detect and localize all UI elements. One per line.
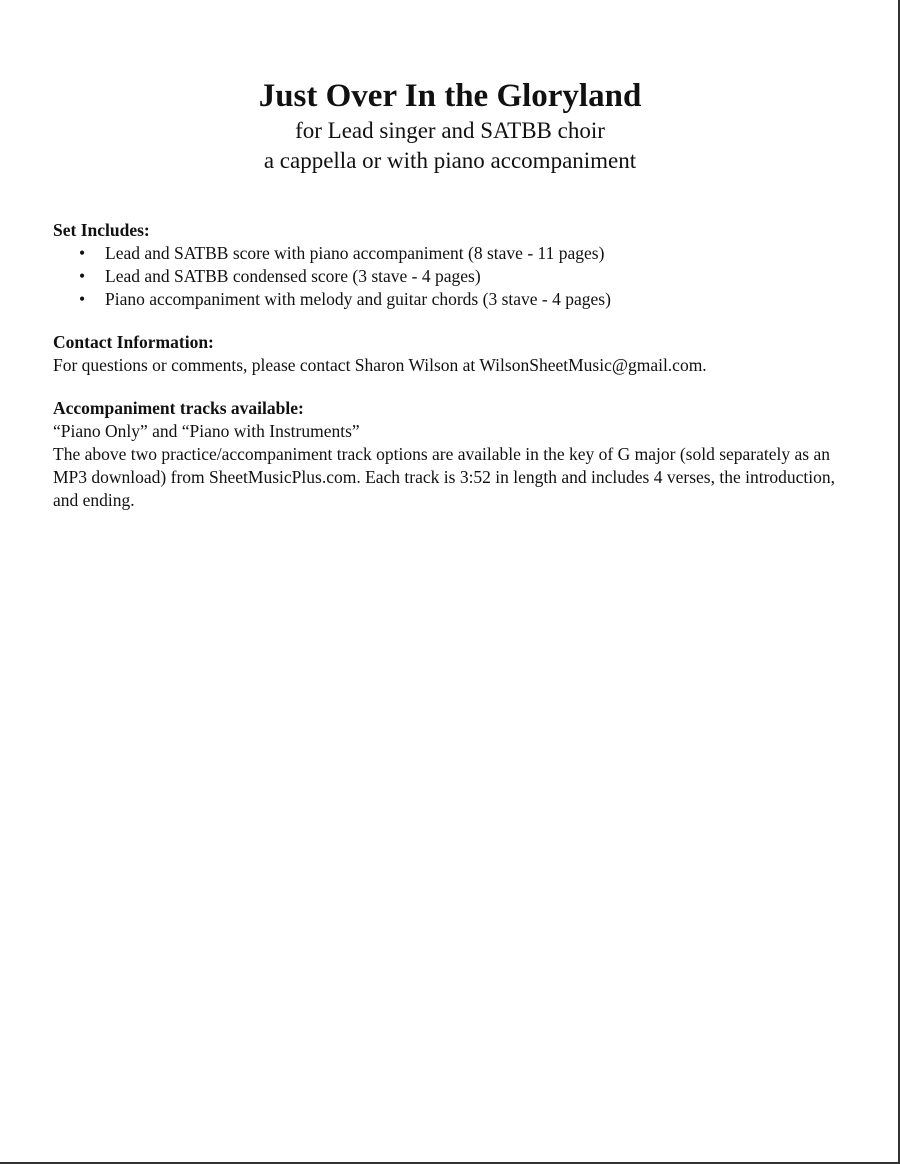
document-body — [53, 219, 853, 532]
tracks-section — [53, 397, 853, 512]
document-subtitle-accompaniment: a cappella or with piano accompaniment — [263, 148, 637, 173]
bullet-icon: • — [79, 266, 86, 286]
list-item — [53, 265, 853, 288]
list-item — [53, 242, 853, 265]
tracks-heading: Accompaniment tracks available: — [53, 398, 304, 418]
list-item-text: Lead and SATBB condensed score (3 stave - 4 pages) — [105, 266, 481, 286]
contact-section — [53, 331, 853, 377]
bullet-icon: • — [79, 289, 86, 309]
contact-heading: Contact Information: — [53, 332, 214, 352]
tracks-options: “Piano Only” and “Piano with Instruments” — [53, 421, 360, 441]
list-item — [53, 288, 853, 311]
set-includes-section — [53, 219, 853, 311]
set-includes-heading: Set Includes: — [53, 220, 150, 240]
bullet-icon: • — [79, 243, 86, 263]
set-includes-list — [53, 242, 853, 311]
document-subtitle-voicing: for Lead singer and SATBB choir — [295, 118, 605, 143]
title-block — [0, 76, 900, 176]
list-item-text: Lead and SATBB score with piano accompaniment (8 stave - 11 pages) — [105, 243, 605, 263]
tracks-description: The above two practice/accompaniment track options are available in the key of G major (sold separately as an MP3 download) from SheetMusicPlus.com. Each track is 3:52 in length and includes 4 verses, the introduction, and ending. — [53, 444, 836, 510]
document-title: Just Over In the Gloryland — [258, 78, 642, 114]
contact-text: For questions or comments, please contact Sharon Wilson at WilsonSheetMusic@gmail.com. — [53, 355, 707, 375]
list-item-text: Piano accompaniment with melody and guitar chords (3 stave - 4 pages) — [105, 289, 611, 309]
